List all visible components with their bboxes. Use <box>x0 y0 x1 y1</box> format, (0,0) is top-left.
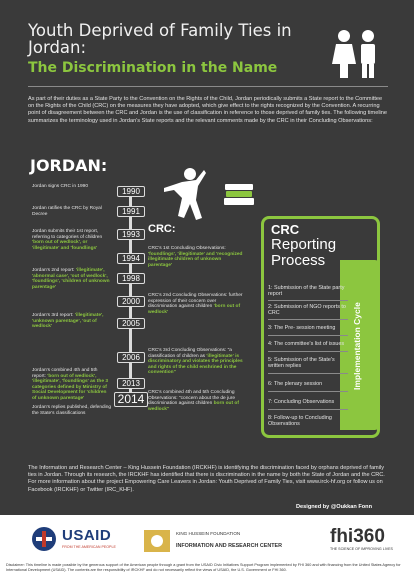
crc-event: CRC's 1st Concluding Observations: 'foundlings', 'illegitimate' and 'recognized illegitimate children of unknown parentage' <box>148 246 243 268</box>
year-label: 2006 <box>117 352 145 363</box>
process-step: 1: Submission of the State party report <box>268 285 345 298</box>
step-divider <box>268 391 348 392</box>
jordan-event: Jordan's combined 4th and 5th report: 'born out of wedlock', 'illegitimate', 'foundlings' as the 3 categories defined by Ministry of Social Development for 'children of unknown parentage' <box>32 368 108 401</box>
process-step: 3: The Pre- session meeting <box>268 325 336 331</box>
year-label: 1993 <box>117 229 145 240</box>
designer-credit: Designed by @Oukkan Fonn <box>296 504 373 510</box>
process-step: 2: Submission of NGO reports to CRC <box>268 304 346 317</box>
books-icon <box>222 182 256 206</box>
outro-paragraph: The Information and Research Center – King Hussein Foundation (IRCKHF) is identifying the discrimination faced by orphans deprived of family ties in Jordan. Through its research, the IRCKHF has identified that there is discrimination in the name by both the State of Jordan and the CRC. For more information about the project Empowering Care Leavers in Jordan: Youth Deprived of Family Ties, visit www.irck-hf.org or follow us on Facebook (IRCKHF) or Twitter (IRC_KHF). <box>28 465 385 493</box>
step-divider <box>268 335 348 336</box>
page-title: Youth Deprived of Family Ties in Jordan: <box>28 21 292 57</box>
usaid-tagline: FROM THE AMERICAN PEOPLE <box>62 545 116 549</box>
irckhf-emblem-icon <box>140 524 283 558</box>
step-divider <box>268 300 348 301</box>
year-label: 1998 <box>117 273 145 284</box>
year-label: 2013 <box>117 378 145 389</box>
crc-event: CRC's combined 4th and 5th Concluding Observations: "concern about the de jure discrimination against children born out of wedlock" <box>148 390 239 412</box>
timeline-spine <box>129 186 132 404</box>
fhi360-logo-text: fhi360 <box>330 526 385 547</box>
process-title: Reporting Process <box>271 236 337 269</box>
process-step: 8: Follow-up to Concluding Observations <box>268 415 332 428</box>
year-label: 2000 <box>117 296 145 307</box>
year-label: 1991 <box>117 206 145 217</box>
jordan-event: Jordan ratifies the CRC by Royal Decree <box>32 206 102 217</box>
jordan-heading: JORDAN: <box>30 156 108 175</box>
step-divider <box>268 319 348 320</box>
child-silhouette-icon <box>160 166 208 222</box>
usaid-logo-text: USAID <box>62 527 112 544</box>
irckhf-line2: INFORMATION AND RESEARCH CENTER <box>176 543 283 549</box>
year-label: 2005 <box>117 318 145 329</box>
crc-event: CRC's 3rd Concluding Observations: "a classification of children as 'illegitimate' is discriminatory and violates the principles and rights of the child enshrined in the convention" <box>148 348 243 376</box>
jordan-event: Jordan signs CRC in 1990 <box>32 184 88 189</box>
header-divider <box>28 86 388 87</box>
process-step: 4: The committee's list of issues <box>268 341 345 347</box>
process-title-crc: CRC <box>271 222 300 237</box>
irckhf-line1: KING HUSSEIN FOUNDATION <box>176 531 241 536</box>
family-icon <box>328 28 384 80</box>
process-step: 6: The plenary session <box>268 381 323 387</box>
crc-event: CRC's 2nd Concluding Observations: further expression of their concern over discrimination against children 'born out of wedlock' <box>148 293 243 315</box>
jordan-event: Jordan submits their 1st report, referring to categories of children 'born out of wedlock', or 'illegitimate' and 'foundlings' <box>32 229 103 251</box>
process-step: 5: Submission of the State's written replies <box>268 357 335 370</box>
intro-paragraph: As part of their duties as a State Party to the Convention on the Rights of the Child, Jordan periodically submits a State report to the Committee on the Rights of the Child (CRC) on the measures they have adopted, which give effect to the rights recognized by the Convention. A recurring point of disagreement between the CRC and Jordan is the use of classification in reference to those deprived of family ties. The following timeline summarizes the terminology used in Jordan's State reports and the relevant comments made by the CRC in their Concluding Observations: <box>28 96 388 124</box>
crc-heading: CRC: <box>148 223 176 235</box>
jordan-event: Jordan's 2nd report: 'illegitimate', 'abnormal case', 'out of wedlock', 'foundlings', 'children of unknown parentage' <box>32 268 110 290</box>
year-label: 2014 <box>114 392 148 407</box>
jordan-event: Jordan's replies published, defending the State's classifications <box>32 405 112 416</box>
process-step: 7: Concluding Observations <box>268 399 335 405</box>
disclaimer: Disclaimer: This timeline is made possible by the generous support of the American people through a grant from the USAID Civic Initiatives Support Program implemented by FHI 360 and with financing from the United States Agency for International Development (USAID). The contents are the responsibility of IRCKHF and do not necessarily reflect the views of USAID, the U.S. Government or FHI 360. <box>6 563 401 572</box>
year-label: 1994 <box>117 253 145 264</box>
step-divider <box>268 373 348 374</box>
fhi360-tagline: THE SCIENCE OF IMPROVING LIVES <box>330 547 393 551</box>
jordan-event: Jordan's 3rd report: 'illegitimate', 'unknown parentage', 'out of wedlock' <box>32 313 104 330</box>
year-label: 1990 <box>117 186 145 197</box>
step-divider <box>268 409 348 410</box>
step-divider <box>268 351 348 352</box>
implementation-cycle-label: Implementation Cycle <box>352 302 362 390</box>
page-subtitle: The Discrimination in the Name <box>28 60 278 76</box>
